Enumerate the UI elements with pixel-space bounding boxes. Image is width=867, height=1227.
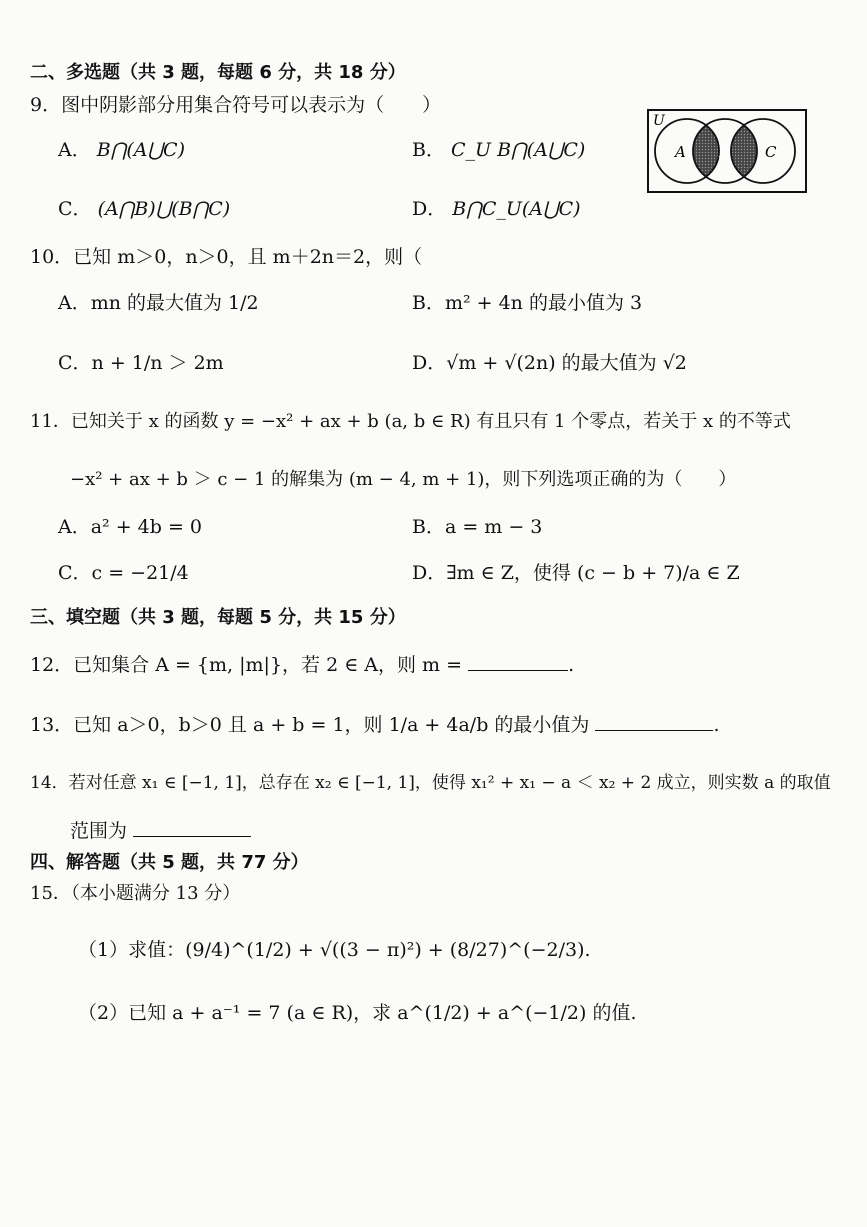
question-9-option-d[interactable] [412,194,581,221]
option-letter: C． [58,198,92,220]
answer-blank-13[interactable] [595,729,713,731]
question-11-line-1: 11．已知关于 x 的函数 y = −x² + ax + b (a, b ∈ R) 有且只有 1 个零点，若关于 x 的不等式 [30,411,791,432]
question-14-line-2 [70,816,251,843]
question-9-option-b[interactable] [412,135,585,162]
option-letter: A． [58,139,91,161]
question-10-option-d[interactable]: D．√m + √(2n) 的最大值为 √2 [412,352,687,374]
question-11-option-a[interactable]: A．a² + 4b = 0 [58,516,203,538]
question-9-option-c[interactable] [58,194,230,221]
question-11-option-c[interactable]: C．c = −21/4 [58,562,189,584]
question-14-prefix: 范围为 [70,820,128,842]
question-11-line-2: −x² + ax + b ＞ c − 1 的解集为 (m − 4, m + 1)，则下列选项正确的为（ ） [70,469,737,490]
question-10-option-a[interactable]: A．mn 的最大值为 1/2 [58,292,259,314]
section-header-answer: 四、解答题（共 5 题，共 77 分） [30,852,309,873]
question-10-option-c[interactable]: C．n + 1/n ＞ 2m [58,352,224,374]
question-9-stem: 9．图中阴影部分用集合符号可以表示为（ ） [30,94,442,116]
venn-label-b: B [719,143,731,161]
venn-diagram [647,109,807,193]
question-14-line-1: 14．若对任意 x₁ ∈ [−1, 1]，总存在 x₂ ∈ [−1, 1]，使得 x₁² + x₁ − a ＜ x₂ + 2 成立，则实数 a 的取值 [30,773,831,793]
question-12-end: . [568,654,575,676]
question-15-part-1: （1）求值：(9/4)^(1/2) + √((3 − π)²) + (8/27)^(−2/3). [78,939,591,961]
section-header-multi-choice: 二、多选题（共 3 题，每题 6 分，共 18 分） [30,62,406,83]
option-expression: (A⋂B)⋃(B⋂C) [97,198,231,220]
question-13 [30,710,720,737]
venn-label-a: A [675,143,686,161]
question-10-option-b[interactable]: B．m² + 4n 的最小值为 3 [412,292,643,314]
option-expression: B⋂C_U(A⋃C) [452,198,581,220]
question-9-option-a[interactable] [58,135,185,162]
question-13-text: 13．已知 a＞0，b＞0 且 a + b = 1，则 1/a + 4a/b 的最小值为 [30,714,590,736]
answer-blank-12[interactable] [468,669,568,671]
option-letter: B． [412,139,445,161]
option-expression: C_U B⋂(A⋃C) [451,139,586,161]
question-13-end: . [713,714,720,736]
question-15-part-2: （2）已知 a + a⁻¹ = 7 (a ∈ R)，求 a^(1/2) + a^(−1/2) 的值. [78,1002,637,1024]
question-12 [30,650,574,677]
option-expression: B⋂(A⋃C) [96,139,185,161]
question-10-stem: 10．已知 m＞0，n＞0，且 m＋2n＝2，则（ [30,246,423,268]
answer-blank-14[interactable] [133,835,251,837]
section-header-fill-blank: 三、填空题（共 3 题，每题 5 分，共 15 分） [30,607,406,628]
venn-label-c: C [765,143,777,161]
question-11-option-d[interactable]: D．∃m ∈ Z，使得 (c − b + 7)/a ∈ Z [412,562,740,584]
option-letter: D． [412,198,447,220]
question-15-stem: 15．（本小题满分 13 分） [30,883,241,904]
question-11-option-b[interactable]: B．a = m − 3 [412,516,543,538]
venn-label-u: U [653,113,665,129]
question-12-text: 12．已知集合 A = {m, |m|}，若 2 ∈ A，则 m = [30,654,463,676]
